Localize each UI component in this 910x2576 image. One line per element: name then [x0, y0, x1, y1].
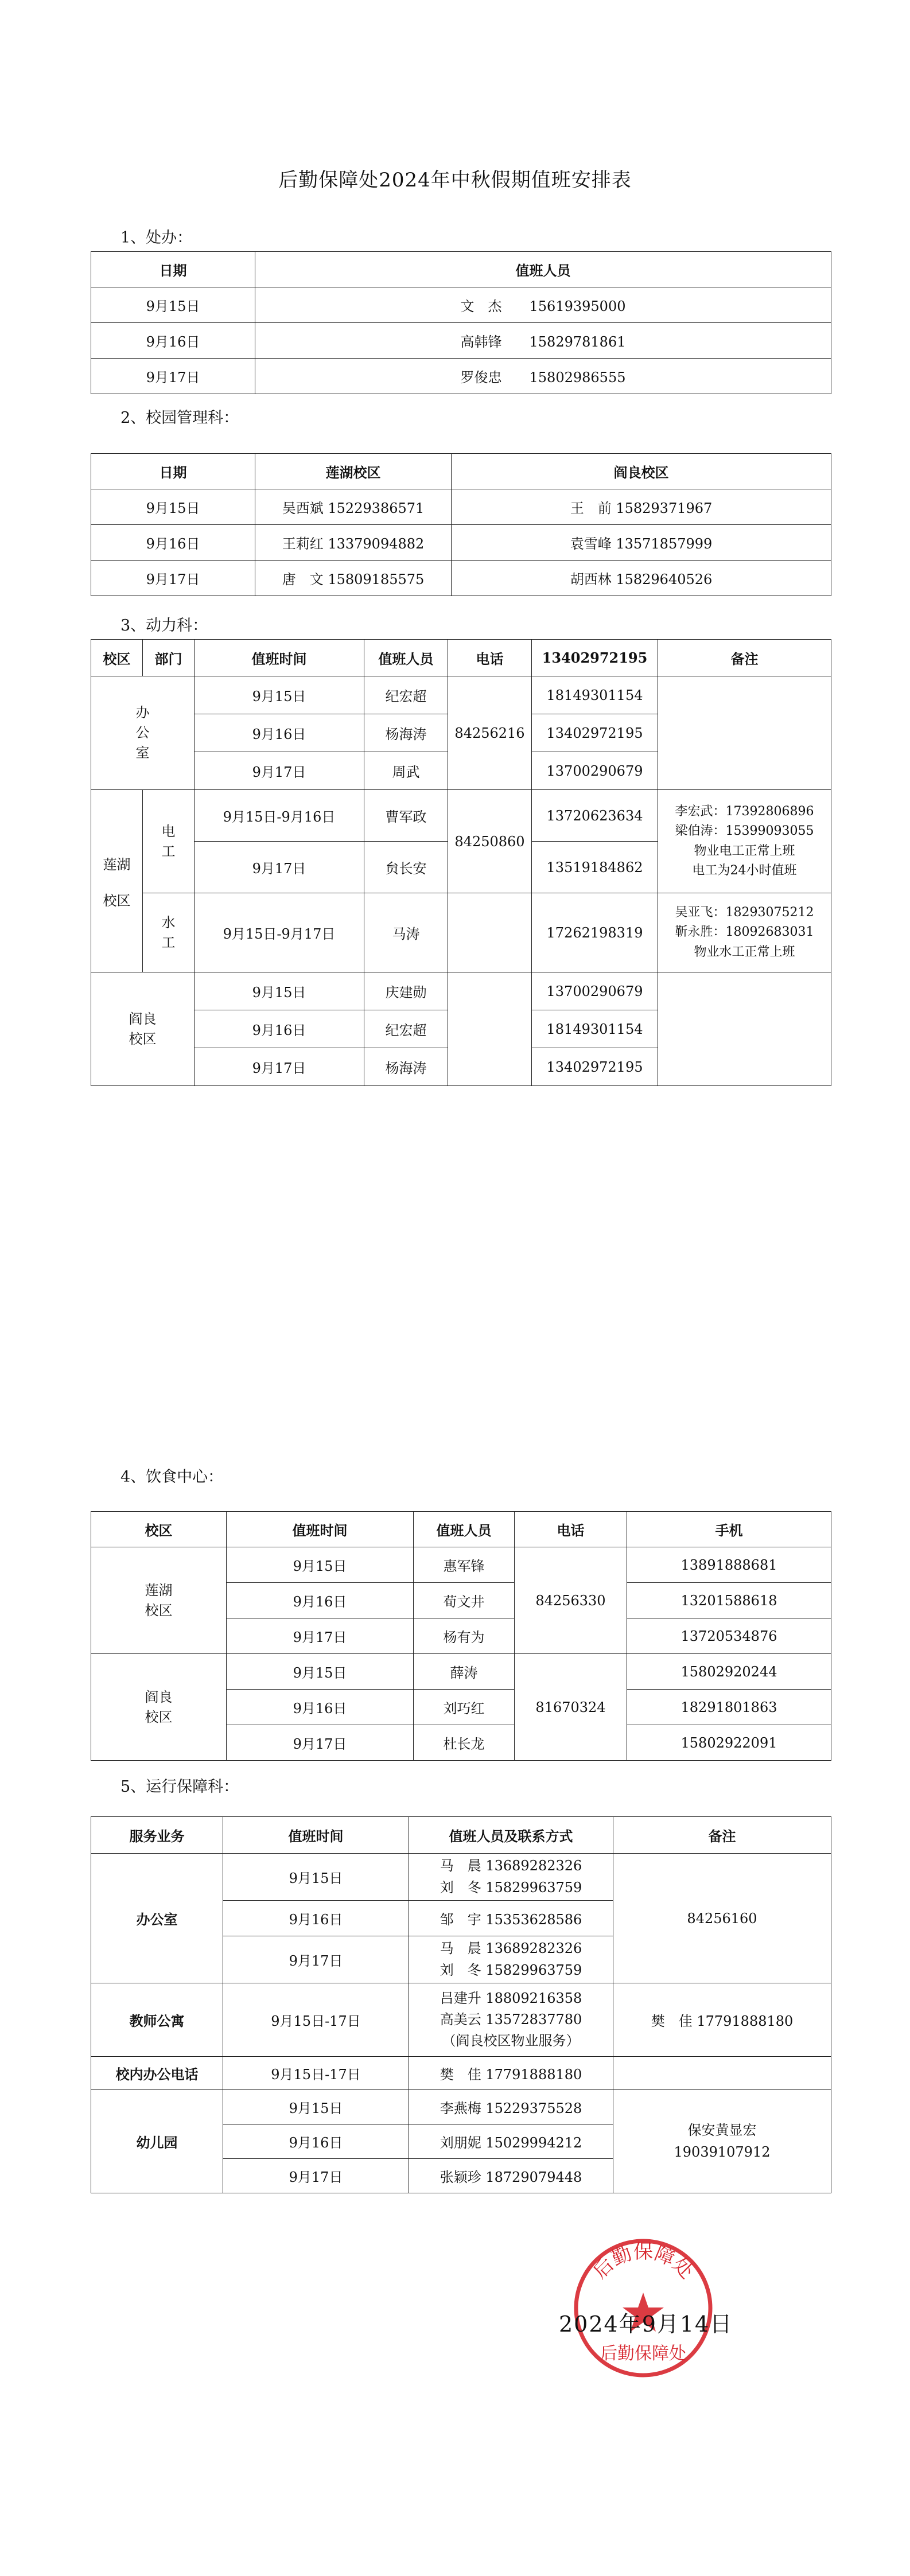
date-cell: 9月17日 [91, 359, 255, 394]
col-header-date: 日期 [91, 252, 255, 287]
lianhu-cell: 唐 文 15809185575 [255, 561, 452, 596]
contact-cell: 吕建升 18809216358 高美云 13572837780 （阎良校区物业服务） [409, 1983, 613, 2057]
col-header-campus: 校区 [91, 1512, 227, 1547]
table-row [91, 1547, 831, 1583]
lianhu-cell: 吴西斌 15229386571 [255, 489, 452, 525]
table-row [91, 287, 831, 323]
campus-cell-yanliang: 阎良 校区 [91, 1654, 227, 1761]
date-cell: 9月16日 [91, 525, 255, 561]
yanliang-cell: 袁雪峰 13571857999 [452, 525, 831, 561]
note-cell [658, 676, 831, 790]
time-cell: 9月15日 [227, 1654, 414, 1690]
note-cell-water: 吴亚飞：18293075212 靳永胜：18092683031 物业水工正常上班 [658, 893, 831, 972]
section-3-heading: 3、动力科： [120, 617, 208, 635]
mobile-cell: 13891888681 [627, 1547, 831, 1583]
col-header-time: 值班时间 [227, 1512, 414, 1547]
mobile-cell: 13402972195 [532, 1048, 658, 1086]
table-power [91, 639, 831, 1086]
yanliang-cell: 胡西林 15829640526 [452, 561, 831, 596]
staff-cell: 惠军锋 [414, 1547, 515, 1583]
campus-cell-lianhu: 莲湖 校区 [91, 790, 143, 972]
col-header-phone: 电话 [448, 640, 532, 676]
contact-cell: 马 晨 13689282326 刘 冬 15829963759 [409, 1936, 613, 1983]
col-header-dept: 部门 [143, 640, 195, 676]
mobile-cell: 15802922091 [627, 1725, 831, 1761]
col-header-time: 值班时间 [223, 1817, 409, 1854]
mobile-cell: 13700290679 [532, 972, 658, 1010]
col-header-date: 日期 [91, 454, 255, 489]
col-header-staff: 值班人员 [364, 640, 448, 676]
campus-cell-lianhu: 莲湖 校区 [91, 1547, 227, 1654]
duty-cell: 罗俊忠 15802986555 [255, 359, 831, 394]
page-title: 后勤保障处2024年中秋假期值班安排表 [278, 169, 632, 192]
campus-cell-yanliang: 阎良 校区 [91, 972, 195, 1086]
contact-cell: 刘朋妮 15029994212 [409, 2124, 613, 2159]
mobile-cell: 17262198319 [532, 893, 658, 972]
mobile-cell: 13720623634 [532, 790, 658, 842]
note-cell: 樊 佳 17791888180 [613, 1983, 831, 2057]
table-row [91, 2057, 831, 2090]
col-header-note: 备注 [658, 640, 831, 676]
time-cell: 9月16日 [195, 714, 364, 752]
note-cell: 保安黄显宏 19039107912 [613, 2090, 831, 2193]
lianhu-cell: 王莉红 13379094882 [255, 525, 452, 561]
mobile-cell: 18149301154 [532, 676, 658, 714]
phone-cell: 84250860 [448, 790, 532, 893]
service-cell-teacher: 教师公寓 [91, 1983, 223, 2057]
time-cell: 9月15日 [195, 972, 364, 1010]
staff-cell: 纪宏超 [364, 676, 448, 714]
time-cell: 9月15日 [195, 676, 364, 714]
mobile-cell: 13402972195 [532, 714, 658, 752]
mobile-cell: 15802920244 [627, 1654, 831, 1690]
time-cell: 9月15日 [223, 2090, 409, 2124]
section-4-heading: 4、饮食中心： [120, 1468, 224, 1486]
table-row [91, 893, 831, 972]
service-cell-office: 办公室 [91, 1854, 223, 1983]
duty-cell: 文 杰 15619395000 [255, 287, 831, 323]
time-cell: 9月15日-9月16日 [195, 790, 364, 842]
mobile-cell: 13201588618 [627, 1583, 831, 1618]
date-cell: 9月15日 [91, 287, 255, 323]
phone-cell [448, 893, 532, 972]
table-row [91, 1854, 831, 1901]
duty-cell: 高韩锋 15829781861 [255, 323, 831, 359]
table-campus-mgmt [91, 453, 831, 596]
staff-cell: 杜长龙 [414, 1725, 515, 1761]
service-cell-phone: 校内办公电话 [91, 2057, 223, 2090]
seal-arc-text: 后勤保障处 [588, 2240, 698, 2283]
col-header-mobile: 手机 [627, 1512, 831, 1547]
staff-cell: 薛涛 [414, 1654, 515, 1690]
time-cell: 9月15日-17日 [223, 1983, 409, 2057]
staff-cell: 杨有为 [414, 1618, 515, 1654]
col-header-time: 值班时间 [195, 640, 364, 676]
table-row [91, 489, 831, 525]
time-cell: 9月15日 [223, 1854, 409, 1901]
time-cell: 9月16日 [227, 1583, 414, 1618]
time-cell: 9月16日 [195, 1010, 364, 1048]
contact-cell: 张颖珍 18729079448 [409, 2159, 613, 2193]
staff-cell: 马涛 [364, 893, 448, 972]
table-row [91, 525, 831, 561]
phone-cell: 84256330 [515, 1547, 627, 1654]
phone-cell: 84256216 [448, 676, 532, 790]
table-row [91, 1983, 831, 2057]
note-cell-electric: 李宏武：17392806896 梁伯涛：15399093055 物业电工正常上班 电工为24小时值班 [658, 790, 831, 893]
staff-cell: 刘巧红 [414, 1690, 515, 1725]
document-date: 2024年9月14日 [559, 2312, 733, 2337]
yanliang-cell: 王 前 15829371967 [452, 489, 831, 525]
dept-cell-electric: 电 工 [143, 790, 195, 893]
time-cell: 9月15日-9月17日 [195, 893, 364, 972]
contact-cell: 马 晨 13689282326 刘 冬 15829963759 [409, 1854, 613, 1901]
time-cell: 9月17日 [195, 842, 364, 893]
col-header-yanliang: 阎良校区 [452, 454, 831, 489]
time-cell: 9月17日 [223, 1936, 409, 1983]
contact-cell: 邹 宇 15353628586 [409, 1901, 613, 1936]
col-header-phone: 电话 [515, 1512, 627, 1547]
staff-cell: 纪宏超 [364, 1010, 448, 1048]
note-cell: 84256160 [613, 1854, 831, 1983]
table-row [91, 359, 831, 394]
mobile-cell: 18149301154 [532, 1010, 658, 1048]
staff-cell: 贠长安 [364, 842, 448, 893]
table-row [91, 2090, 831, 2124]
time-cell: 9月17日 [223, 2159, 409, 2193]
table-row [91, 972, 831, 1010]
section-2-heading: 2、校园管理科： [120, 409, 239, 427]
col-header-note: 备注 [613, 1817, 831, 1854]
mobile-cell: 13700290679 [532, 752, 658, 790]
table-row [91, 323, 831, 359]
seal-bottom-text: 后勤保障处 [600, 2344, 686, 2364]
time-cell: 9月17日 [195, 1048, 364, 1086]
staff-cell: 杨海涛 [364, 1048, 448, 1086]
dept-cell-water: 水 工 [143, 893, 195, 972]
mobile-cell: 18291801863 [627, 1690, 831, 1725]
phone-cell [448, 972, 532, 1086]
col-header-campus: 校区 [91, 640, 143, 676]
time-cell: 9月17日 [227, 1725, 414, 1761]
time-cell: 9月16日 [227, 1690, 414, 1725]
table-row [91, 790, 831, 842]
time-cell: 9月17日 [227, 1618, 414, 1654]
time-cell: 9月17日 [195, 752, 364, 790]
col-header-contact: 值班人员及联系方式 [409, 1817, 613, 1854]
phone-cell: 81670324 [515, 1654, 627, 1761]
staff-cell: 周武 [364, 752, 448, 790]
col-header-service: 服务业务 [91, 1817, 223, 1854]
date-cell: 9月17日 [91, 561, 255, 596]
note-cell [658, 972, 831, 1086]
table-operations [91, 1816, 831, 2193]
contact-cell: 樊 佳 17791888180 [409, 2057, 613, 2090]
service-cell-kinder: 幼儿园 [91, 2090, 223, 2193]
campus-cell-office: 办 公 室 [91, 676, 195, 790]
section-5-heading: 5、运行保障科： [120, 1778, 239, 1796]
table-row [91, 676, 831, 714]
col-header-lianhu: 莲湖校区 [255, 454, 452, 489]
staff-cell: 荀文井 [414, 1583, 515, 1618]
time-cell: 9月15日 [227, 1547, 414, 1583]
time-cell: 9月15日-17日 [223, 2057, 409, 2090]
col-header-staff: 值班人员 [414, 1512, 515, 1547]
staff-cell: 庆建勋 [364, 972, 448, 1010]
date-cell: 9月15日 [91, 489, 255, 525]
mobile-cell: 13720534876 [627, 1618, 831, 1654]
table-dining [91, 1511, 831, 1761]
note-cell [613, 2057, 831, 2090]
col-header-duty: 值班人员 [255, 252, 831, 287]
table-row [91, 1654, 831, 1690]
table-chuban [91, 251, 831, 394]
section-1-heading: 1、处办： [120, 229, 193, 247]
col-header-mobile: 13402972195 [532, 640, 658, 676]
staff-cell: 杨海涛 [364, 714, 448, 752]
date-cell: 9月16日 [91, 323, 255, 359]
staff-cell: 曹军政 [364, 790, 448, 842]
time-cell: 9月16日 [223, 1901, 409, 1936]
mobile-cell: 13519184862 [532, 842, 658, 893]
time-cell: 9月16日 [223, 2124, 409, 2159]
contact-cell: 李燕梅 15229375528 [409, 2090, 613, 2124]
table-row [91, 561, 831, 596]
